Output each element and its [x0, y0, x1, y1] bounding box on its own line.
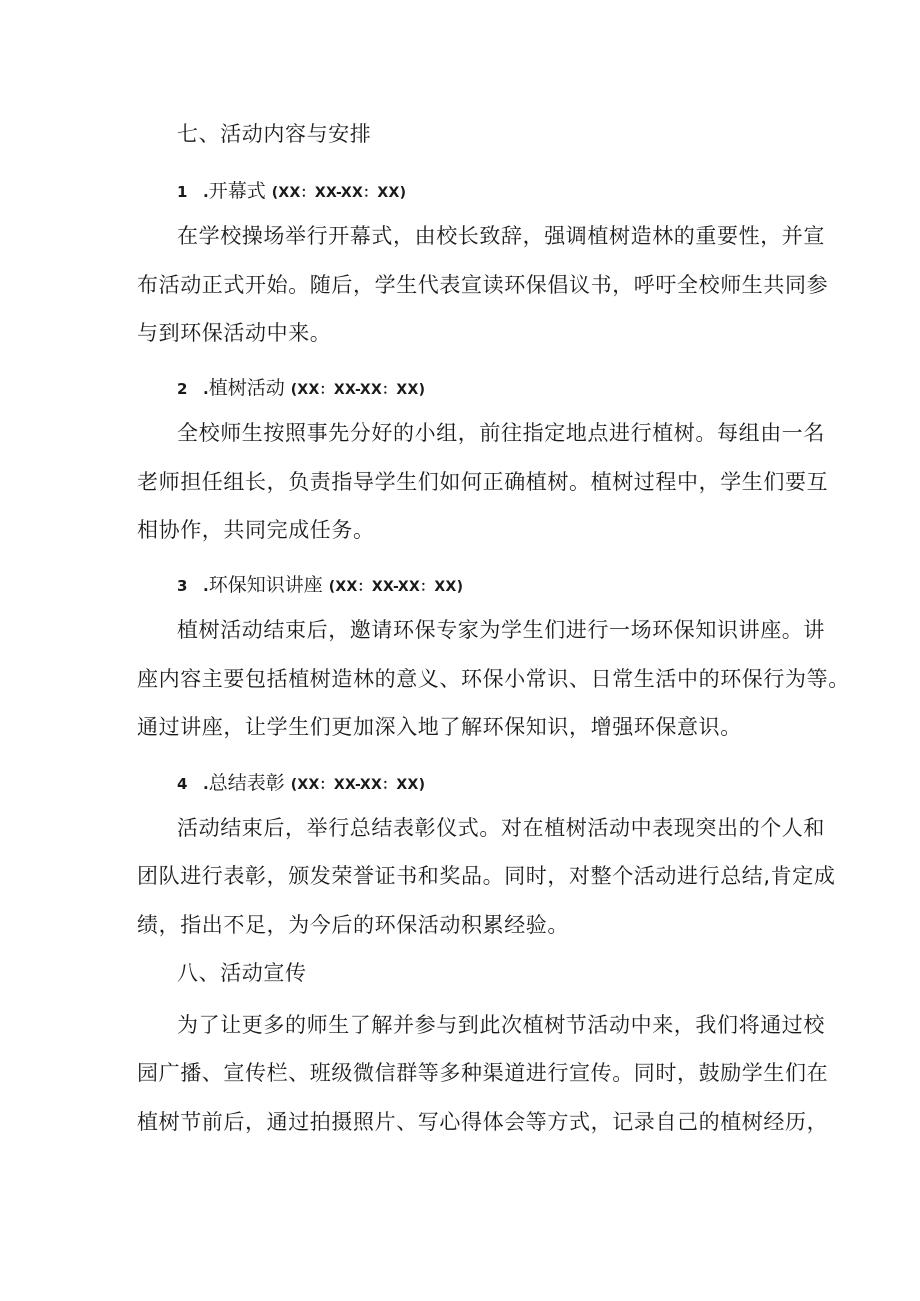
- paragraph-line: 绩，指出不足，为今后的环保活动积累经验。: [137, 913, 569, 937]
- paragraph-line: 园广播、宣传栏、班级微信群等多种渠道进行宣传。同时，鼓励学生们在: [137, 1061, 829, 1085]
- paragraph-line: 活动结束后，举行总结表彰仪式。对在植树活动中表现突出的个人和: [177, 816, 825, 840]
- item-title: 环保知识讲座: [208, 574, 323, 596]
- paragraph-line: 团队进行表彰，颁发荣誉证书和奖品。同时，对整个活动进行总结,肯定成: [137, 864, 836, 888]
- item-separator: .: [203, 380, 209, 398]
- item-heading-lecture: [177, 572, 463, 600]
- paragraph-line: 座内容主要包括植树造林的意义、环保小常识、日常生活中的环保行为等。: [137, 667, 850, 691]
- paragraph-line: 布活动正式开始。随后，学生代表宣读环保倡议书，呼吁全校师生共同参: [137, 273, 829, 297]
- paragraph-line: 植树活动结束后，邀请环保专家为学生们进行一场环保知识讲座。讲: [177, 618, 825, 642]
- section-heading-publicity: 八、活动宣传: [177, 961, 307, 985]
- paragraph-line: 植树节前后，通过拍摄照片、写心得体会等方式，记录自己的植树经历，: [137, 1110, 829, 1134]
- item-title: 植树活动: [208, 377, 285, 399]
- paragraph-line: 相协作，共同完成任务。: [137, 518, 375, 542]
- item-separator: .: [203, 577, 209, 595]
- item-heading-opening: [177, 178, 406, 206]
- item-title: 开幕式: [208, 180, 266, 202]
- item-separator: .: [203, 183, 209, 201]
- item-time: (XX：XX-XX：XX): [328, 579, 464, 595]
- paragraph-line: 全校师生按照事先分好的小组，前往指定地点进行植树。每组由一名: [177, 421, 825, 445]
- item-heading-summary: [177, 770, 425, 798]
- paragraph-line: 在学校操场举行开幕式，由校长致辞，强调植树造林的重要性，并宣: [177, 224, 825, 248]
- item-number: 4: [177, 775, 188, 793]
- item-time: (XX：XX-XX：XX): [290, 382, 426, 398]
- item-number: 1: [177, 183, 188, 201]
- item-number: 2: [177, 380, 188, 398]
- item-separator: .: [203, 775, 209, 793]
- paragraph-line: 为了让更多的师生了解并参与到此次植树节活动中来，我们将通过校: [177, 1013, 825, 1037]
- paragraph-line: 通过讲座，让学生们更加深入地了解环保知识，增强环保意识。: [137, 715, 742, 739]
- paragraph-line: 老师担任组长，负责指导学生们如何正确植树。植树过程中，学生们要互: [137, 470, 829, 494]
- item-time: (XX：XX-XX：XX): [271, 185, 407, 201]
- item-title: 总结表彰: [208, 772, 285, 794]
- paragraph-line: 与到环保活动中来。: [137, 321, 332, 345]
- section-heading-activities: 七、活动内容与安排: [177, 122, 372, 146]
- item-number: 3: [177, 577, 188, 595]
- item-time: (XX：XX-XX：XX): [290, 777, 426, 793]
- item-heading-planting: [177, 375, 425, 403]
